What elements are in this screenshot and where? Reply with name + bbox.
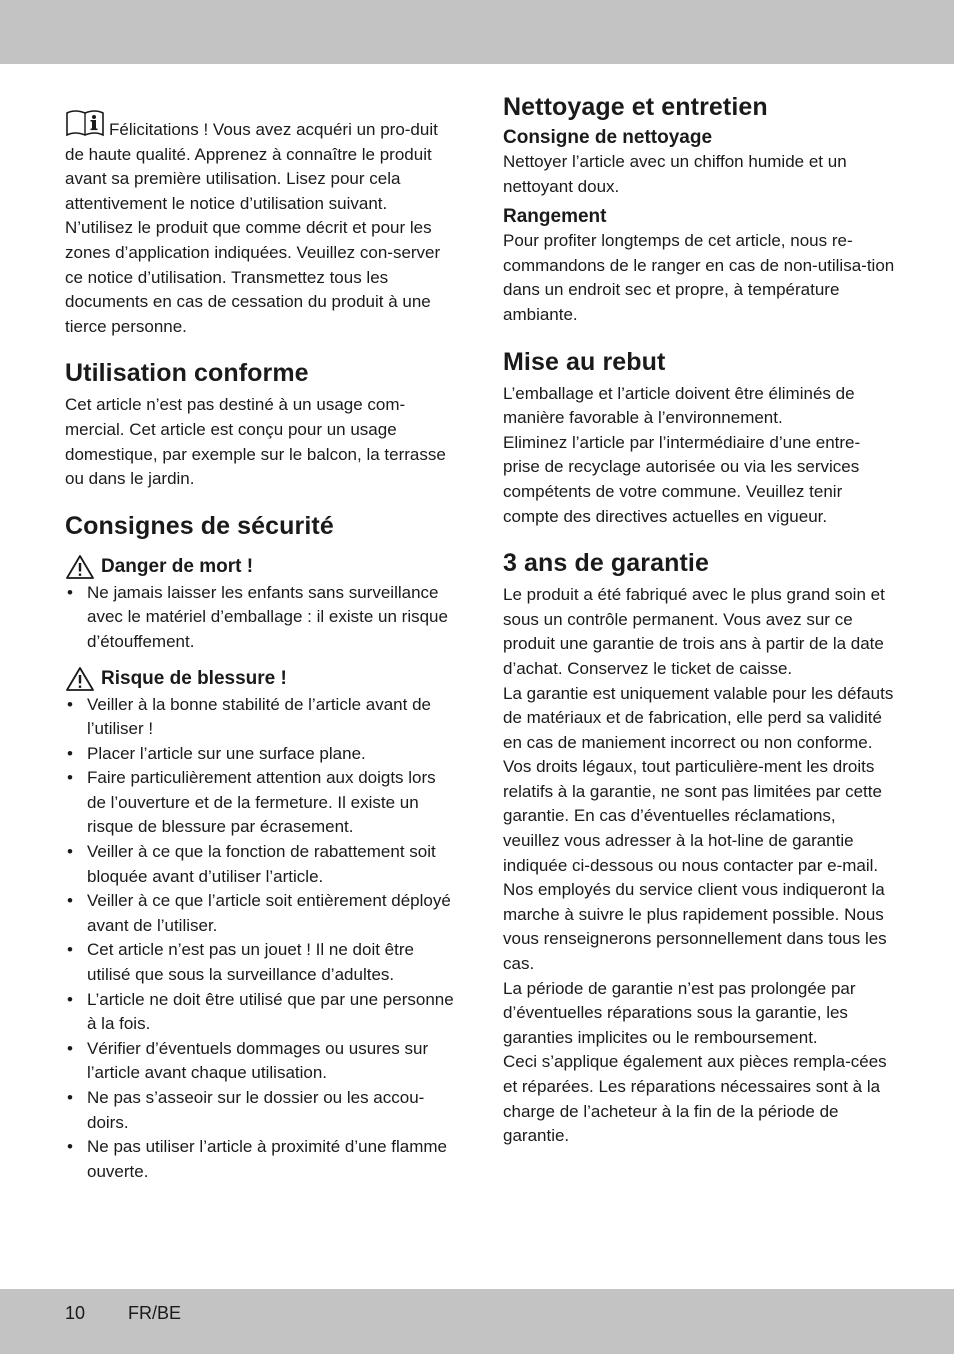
rangement-text: Pour profiter longtemps de cet article, nous re-commandons de le ranger en cas de non-utilisa-tion dans un endroit sec et propre, à température ambiante. (503, 231, 895, 324)
locale-label: FR/BE (128, 1303, 182, 1323)
list-item: • Ne jamais laisser les enfants sans surveillance avec le matériel d’emballage : il existe un risque d’étouffement. (65, 581, 457, 655)
danger-heading (65, 553, 457, 581)
intro-paragraph (65, 109, 457, 339)
list-item: • Placer l’article sur une surface plane. (65, 742, 457, 767)
risque-heading (65, 665, 457, 693)
section-title-securite: Consignes de sécurité (65, 511, 334, 540)
garantie-paragraph: La période de garantie n’est pas prolongée par d’éventuelles réparations sous la garantie, les garanties implicites ou le remboursement. (503, 978, 856, 1047)
warning-triangle-icon (65, 554, 95, 580)
garantie-paragraph: Le produit a été fabriqué avec le plus grand soin et sous un contrôle permanent. Vous avez sur ce produit une garantie de trois ans à partir de la date d’achat. Conservez le ticket de caisse. (503, 585, 885, 678)
garantie-paragraph: La garantie est uniquement valable pour les défauts de matériaux et de fabrication, elle perd sa validité en cas de maniement incorrect ou non conforme. Vos droits légaux, tout particulière-ment les droits relatifs à la garantie, ne sont pas limitées par cette garantie. En cas d’éventuelles réclamations, veuillez vous adresser à la hot-line de garantie indiquée ci-dessous ou nous contacter par e-mail. Nos employés du service client vous indiqueront la marche à suivre le plus rapidement possible. Nous vous renseignerons personnellement dans tous les cas. (503, 683, 894, 974)
risque-list (65, 693, 457, 1185)
list-item: • Ne pas s’asseoir sur le dossier ou les accou-doirs. (65, 1086, 457, 1135)
section-title-utilisation: Utilisation conforme (65, 359, 309, 388)
rangement-title: Rangement (503, 206, 607, 228)
list-item: • Ne pas utiliser l’article à proximité d’une flamme ouverte. (65, 1135, 457, 1184)
danger-list (65, 581, 457, 655)
header-band (0, 0, 954, 64)
list-item: • Veiller à la bonne stabilité de l’article avant de l’utiliser ! (65, 693, 457, 742)
risque-title: Risque de blessure ! (101, 667, 287, 689)
section-title-nettoyage: Nettoyage et entretien (503, 93, 768, 121)
section-title-rebut: Mise au rebut (503, 347, 666, 376)
right-column (503, 91, 895, 1149)
info-manual-icon (65, 109, 105, 137)
list-item: • L’article ne doit être utilisé que par une personne à la fois. (65, 988, 457, 1037)
rebut-text-2: Eliminez l’article par l’intermédiaire d’une entre-prise de recyclage autorisée ou via les services compétents de votre commune. Veuillez tenir compte des directives actuelles en vigueur. (503, 432, 861, 526)
consigne-title: Consigne de nettoyage (503, 127, 713, 148)
page-number: 10 (65, 1303, 86, 1323)
left-column (65, 109, 457, 1184)
list-item: • Faire particulièrement attention aux doigts lors de l’ouverture et de la fermeture. Il existe un risque de blessure par écrasement. (65, 766, 457, 840)
list-item: • Veiller à ce que l’article soit entièrement déployé avant de l’utiliser. (65, 889, 457, 938)
intro-text: Félicitations ! Vous avez acquéri un pro-duit de haute qualité. Apprenez à connaître le produit avant sa première utilisation. Lisez pour cela attentivement le notice d’utilisation suivant. N’utilisez le produit que comme décrit et pour les zones d’application indiquées. Veuillez con-server ce notice d’utilisation. Transmettez tous les documents en cas de cessation du produit à une tierce personne. (65, 120, 441, 336)
list-item: • Cet article n’est pas un jouet ! Il ne doit être utilisé que sous la surveillance d’adultes. (65, 938, 457, 987)
danger-title: Danger de mort ! (101, 555, 254, 577)
rebut-text-1: L’emballage et l’article doivent être éliminés de manière favorable à l’environnement. (503, 383, 855, 428)
garantie-paragraph: Ceci s’applique également aux pièces rempla-cées et réparées. Les réparations nécessaires sont à la charge de l’acheteur à la fin de la période de garantie. (503, 1052, 887, 1146)
consigne-text: Nettoyer l’article avec un chiffon humide et un nettoyant doux. (503, 152, 847, 196)
list-item: • Veiller à ce que la fonction de rabattement soit bloquée avant d’utiliser l’article. (65, 840, 457, 889)
warning-triangle-icon (65, 666, 95, 692)
utilisation-text: Cet article n’est pas destiné à un usage com-mercial. Cet article est conçu pour un usage domestique, par exemple sur le balcon, la terrasse ou dans le jardin. (65, 395, 446, 489)
list-item: • Vérifier d’éventuels dommages ou usures sur l’article avant chaque utilisation. (65, 1037, 457, 1086)
section-title-garantie: 3 ans de garantie (503, 549, 709, 578)
